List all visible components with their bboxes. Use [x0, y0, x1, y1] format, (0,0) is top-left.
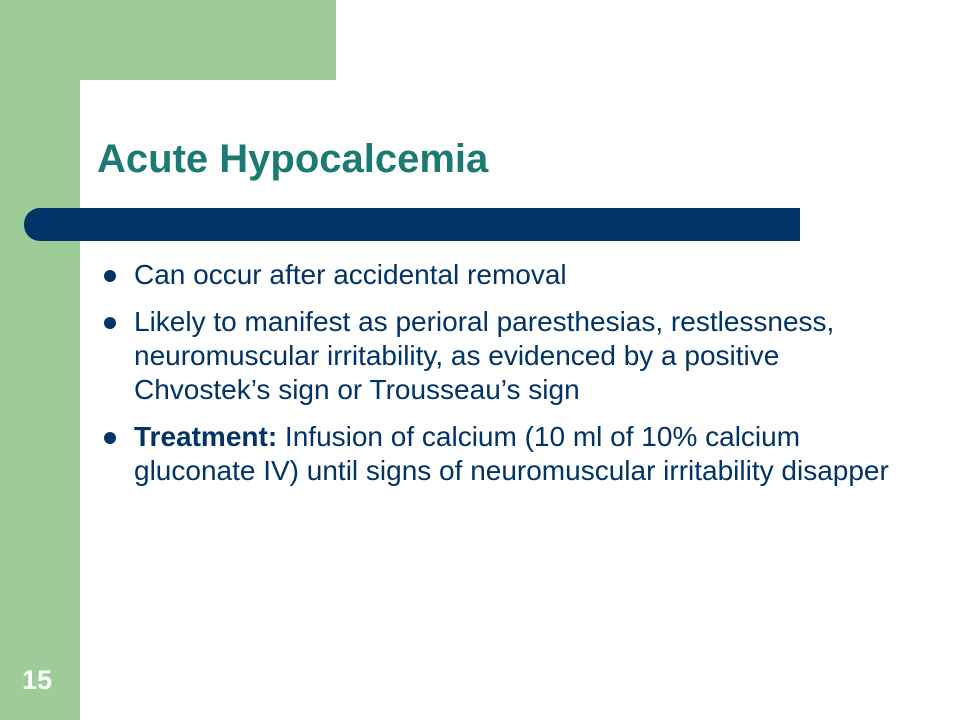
bullet-list: [104, 258, 894, 501]
bullet-dot-icon: [104, 317, 116, 329]
bullet-dot-icon: [104, 432, 116, 444]
bullet-item-1: [104, 258, 894, 292]
bullet-item-3: [104, 420, 894, 488]
bullet-item-2: [104, 305, 894, 407]
bullet-text: Infusion of calcium (10 ml of 10% calcium gluconate IV) until signs of neuromuscular irritability disapper: [134, 421, 889, 486]
bullet-bold-prefix: Treatment:: [134, 421, 278, 452]
page-number: 15: [22, 665, 53, 695]
bullet-text: Likely to manifest as perioral paresthesias, restlessness, neuromuscular irritability, as evidenced by a positive Chvostek’s sign or Trousseau’s sign: [134, 306, 835, 405]
slide-title: Acute Hypocalcemia: [97, 137, 489, 181]
top-accent-block: [80, 0, 336, 80]
bullet-dot-icon: [104, 270, 116, 282]
left-accent-column: [0, 0, 80, 720]
title-underline-bar: [24, 208, 800, 241]
bullet-text: Can occur after accidental removal: [134, 259, 567, 290]
